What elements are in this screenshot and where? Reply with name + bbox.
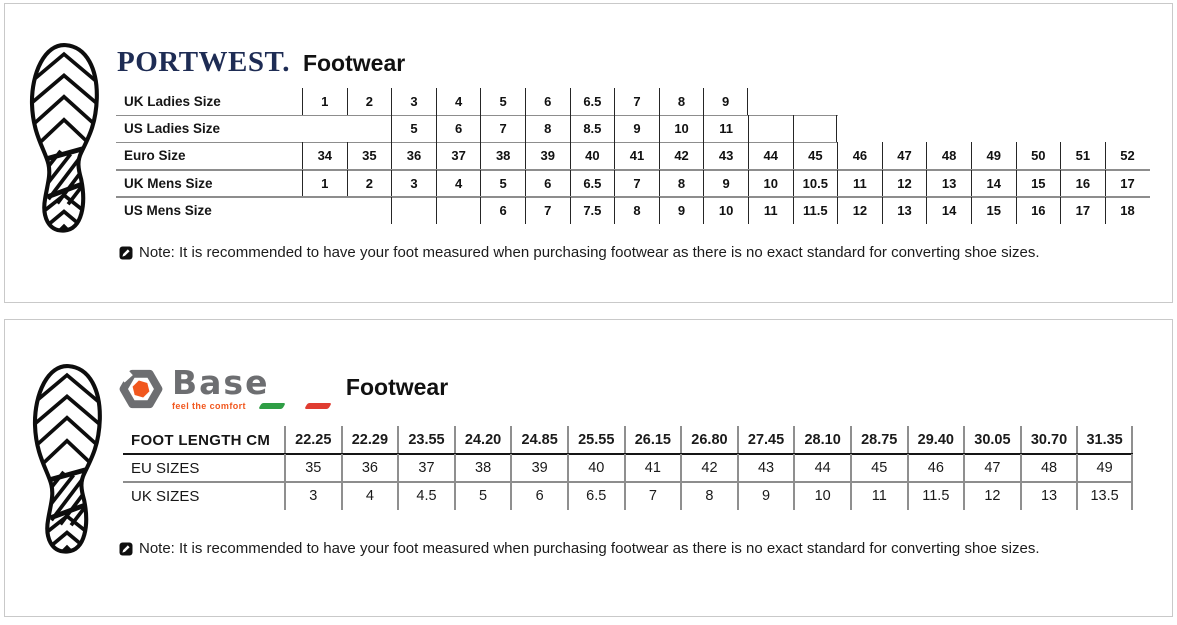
size-cell: 38 (454, 454, 511, 482)
size-cell: 46 (837, 142, 882, 169)
size-cell: 6 (436, 115, 481, 142)
size-cell: 8 (680, 482, 737, 510)
row-label: UK SIZES (131, 487, 200, 505)
size-cell: 3 (391, 88, 436, 115)
size-cell: 9 (659, 197, 704, 224)
size-cell: 11.5 (793, 197, 838, 224)
size-cell: 16 (1060, 170, 1105, 197)
size-cell: 9 (614, 115, 659, 142)
row-label: UK Ladies Size (124, 94, 221, 110)
size-cell: 13 (926, 170, 971, 197)
size-cell: 29.40 (907, 426, 964, 454)
size-cell: 49 (971, 142, 1016, 169)
size-cell: 1 (302, 88, 347, 115)
size-cell: 8 (525, 115, 570, 142)
size-cell: 5 (480, 170, 525, 197)
size-cell: 6 (480, 197, 525, 224)
size-cell: 23.55 (397, 426, 454, 454)
row-label: EU SIZES (131, 459, 200, 477)
row-label: US Ladies Size (124, 121, 221, 137)
table-row (116, 170, 1149, 197)
size-cell: 35 (284, 454, 341, 482)
size-cell: 43 (737, 454, 794, 482)
size-cell: 9 (703, 170, 748, 197)
size-cell: 27.45 (737, 426, 794, 454)
size-cell: 7.5 (570, 197, 615, 224)
row-label: Euro Size (124, 148, 186, 164)
size-cell: 11 (748, 197, 793, 224)
size-cell: 11 (703, 115, 748, 142)
size-cell: 12 (963, 482, 1020, 510)
footwear-title: Footwear (345, 374, 449, 400)
size-cell: 15 (1016, 170, 1061, 197)
size-cell: 4 (436, 88, 481, 115)
size-cell: 7 (624, 482, 681, 510)
note-text: Note: It is recommended to have your foot measured when purchasing footwear as there is no exact standard for converting shoe sizes. (139, 540, 1040, 557)
size-cell: 14 (926, 197, 971, 224)
base-logo-row (117, 363, 449, 412)
size-cell: 2 (347, 88, 392, 115)
footwear-title: Footwear (302, 50, 406, 76)
base-tagline: feel the comfort (172, 401, 246, 411)
size-cell: 4.5 (397, 482, 454, 510)
empty-gap (971, 88, 1016, 115)
empty-gap (748, 88, 793, 115)
base-size-chart-panel (4, 319, 1173, 617)
size-cell: 13.5 (1076, 482, 1133, 510)
size-cell: 28.10 (793, 426, 850, 454)
size-cell: 4 (436, 170, 481, 197)
size-cell: 10 (748, 170, 793, 197)
empty-gap (882, 115, 927, 142)
size-cell: 10 (659, 115, 704, 142)
size-cell: 10 (703, 197, 748, 224)
size-cell: 9 (737, 482, 794, 510)
size-cell (748, 115, 793, 142)
size-cell: 48 (926, 142, 971, 169)
size-cell: 12 (837, 197, 882, 224)
size-cell: 42 (659, 142, 704, 169)
size-cell: 18 (1105, 197, 1150, 224)
size-cell: 50 (1016, 142, 1061, 169)
size-cell (436, 197, 481, 224)
empty-gap (347, 197, 392, 224)
portwest-logo-row (117, 46, 405, 79)
size-cell: 10.5 (793, 170, 838, 197)
empty-gap (793, 88, 838, 115)
size-cell: 31.35 (1076, 426, 1133, 454)
size-cell: 48 (1020, 454, 1077, 482)
size-cell: 44 (748, 142, 793, 169)
size-cell: 8 (659, 170, 704, 197)
size-cell: 44 (793, 454, 850, 482)
size-cell: 28.75 (850, 426, 907, 454)
empty-gap (347, 115, 392, 142)
size-cell: 6.5 (570, 170, 615, 197)
empty-gap (1016, 115, 1061, 142)
size-cell (391, 197, 436, 224)
shoe-sole-print-icon (26, 363, 108, 557)
size-cell: 34 (302, 142, 347, 169)
size-cell: 10 (793, 482, 850, 510)
empty-gap (302, 197, 347, 224)
empty-gap (1016, 88, 1061, 115)
table-row (116, 197, 1149, 224)
size-cell: 51 (1060, 142, 1105, 169)
size-cell: 9 (703, 88, 748, 115)
shoe-sole-print-icon (23, 42, 105, 236)
size-cell: 17 (1105, 170, 1150, 197)
size-cell: 47 (963, 454, 1020, 482)
red-flag-bar (304, 403, 331, 409)
portwest-size-chart-panel (4, 3, 1173, 303)
row-label: FOOT LENGTH CM (131, 431, 271, 449)
size-cell: 13 (882, 197, 927, 224)
size-cell: 45 (850, 454, 907, 482)
size-cell: 37 (397, 454, 454, 482)
size-cell: 6 (525, 88, 570, 115)
size-cell: 8 (659, 88, 704, 115)
size-cell: 40 (570, 142, 615, 169)
size-cell: 49 (1076, 454, 1133, 482)
empty-gap (1105, 115, 1150, 142)
size-cell: 30.70 (1020, 426, 1077, 454)
size-cell: 2 (347, 170, 392, 197)
base-size-table (123, 426, 1133, 510)
size-cell: 5 (391, 115, 436, 142)
note-row (119, 244, 1039, 261)
size-cell: 5 (454, 482, 511, 510)
row-label: US Mens Size (124, 202, 212, 218)
note-row (119, 540, 1039, 557)
size-cell: 8 (614, 197, 659, 224)
size-cell: 5 (480, 88, 525, 115)
size-cell: 6 (525, 170, 570, 197)
size-cell: 52 (1105, 142, 1150, 169)
size-cell: 46 (907, 454, 964, 482)
size-cell: 6 (510, 482, 567, 510)
size-cell: 45 (793, 142, 838, 169)
base-hexagon-icon (117, 366, 165, 412)
empty-gap (1060, 88, 1105, 115)
empty-gap (926, 88, 971, 115)
size-cell: 41 (614, 142, 659, 169)
size-cell: 22.25 (284, 426, 341, 454)
empty-gap (837, 88, 882, 115)
empty-gap (926, 115, 971, 142)
empty-gap (971, 115, 1016, 142)
size-cell: 26.15 (624, 426, 681, 454)
size-cell: 47 (882, 142, 927, 169)
base-wordmark: Base (172, 363, 270, 402)
note-pencil-icon (119, 542, 133, 556)
size-cell: 13 (1020, 482, 1077, 510)
size-cell: 26.80 (680, 426, 737, 454)
size-cell: 1 (302, 170, 347, 197)
size-cell: 4 (341, 482, 398, 510)
size-cell: 11 (850, 482, 907, 510)
table-row (116, 88, 1149, 115)
size-cell: 24.20 (454, 426, 511, 454)
table-row (116, 115, 1149, 142)
green-flag-bar (258, 403, 285, 409)
size-cell: 7 (614, 88, 659, 115)
size-cell: 37 (436, 142, 481, 169)
size-cell: 24.85 (510, 426, 567, 454)
portwest-logo: PORTWEST. (117, 46, 290, 78)
size-cell: 6.5 (570, 88, 615, 115)
empty-gap (302, 115, 347, 142)
note-pencil-icon (119, 246, 133, 260)
empty-gap (1105, 88, 1150, 115)
size-cell: 7 (480, 115, 525, 142)
portwest-size-table (116, 88, 1149, 224)
size-cell: 16 (1016, 197, 1061, 224)
base-logo (117, 363, 330, 412)
size-cell: 11.5 (907, 482, 964, 510)
note-text: Note: It is recommended to have your foot measured when purchasing footwear as there is no exact standard for converting shoe sizes. (139, 244, 1040, 261)
size-cell: 7 (525, 197, 570, 224)
size-cell: 11 (837, 170, 882, 197)
empty-gap (1060, 115, 1105, 142)
table-row (123, 426, 1133, 454)
size-cell: 7 (614, 170, 659, 197)
row-label: UK Mens Size (124, 175, 213, 191)
size-cell: 36 (391, 142, 436, 169)
size-cell: 40 (567, 454, 624, 482)
size-cell: 14 (971, 170, 1016, 197)
size-cell: 3 (391, 170, 436, 197)
size-cell: 17 (1060, 197, 1105, 224)
size-cell: 6.5 (567, 482, 624, 510)
empty-gap (882, 88, 927, 115)
size-cell: 35 (347, 142, 392, 169)
size-cell: 12 (882, 170, 927, 197)
table-row (123, 454, 1133, 482)
size-cell: 36 (341, 454, 398, 482)
size-cell: 15 (971, 197, 1016, 224)
size-cell: 39 (525, 142, 570, 169)
size-cell: 38 (480, 142, 525, 169)
table-row (116, 142, 1149, 169)
size-cell: 30.05 (963, 426, 1020, 454)
size-cell: 22.29 (341, 426, 398, 454)
size-cell: 3 (284, 482, 341, 510)
size-cell: 42 (680, 454, 737, 482)
table-row (123, 482, 1133, 510)
size-cell: 8.5 (570, 115, 615, 142)
empty-gap (837, 115, 882, 142)
size-cell (793, 115, 838, 142)
size-cell: 39 (510, 454, 567, 482)
size-cell: 41 (624, 454, 681, 482)
size-cell: 25.55 (567, 426, 624, 454)
size-cell: 43 (703, 142, 748, 169)
